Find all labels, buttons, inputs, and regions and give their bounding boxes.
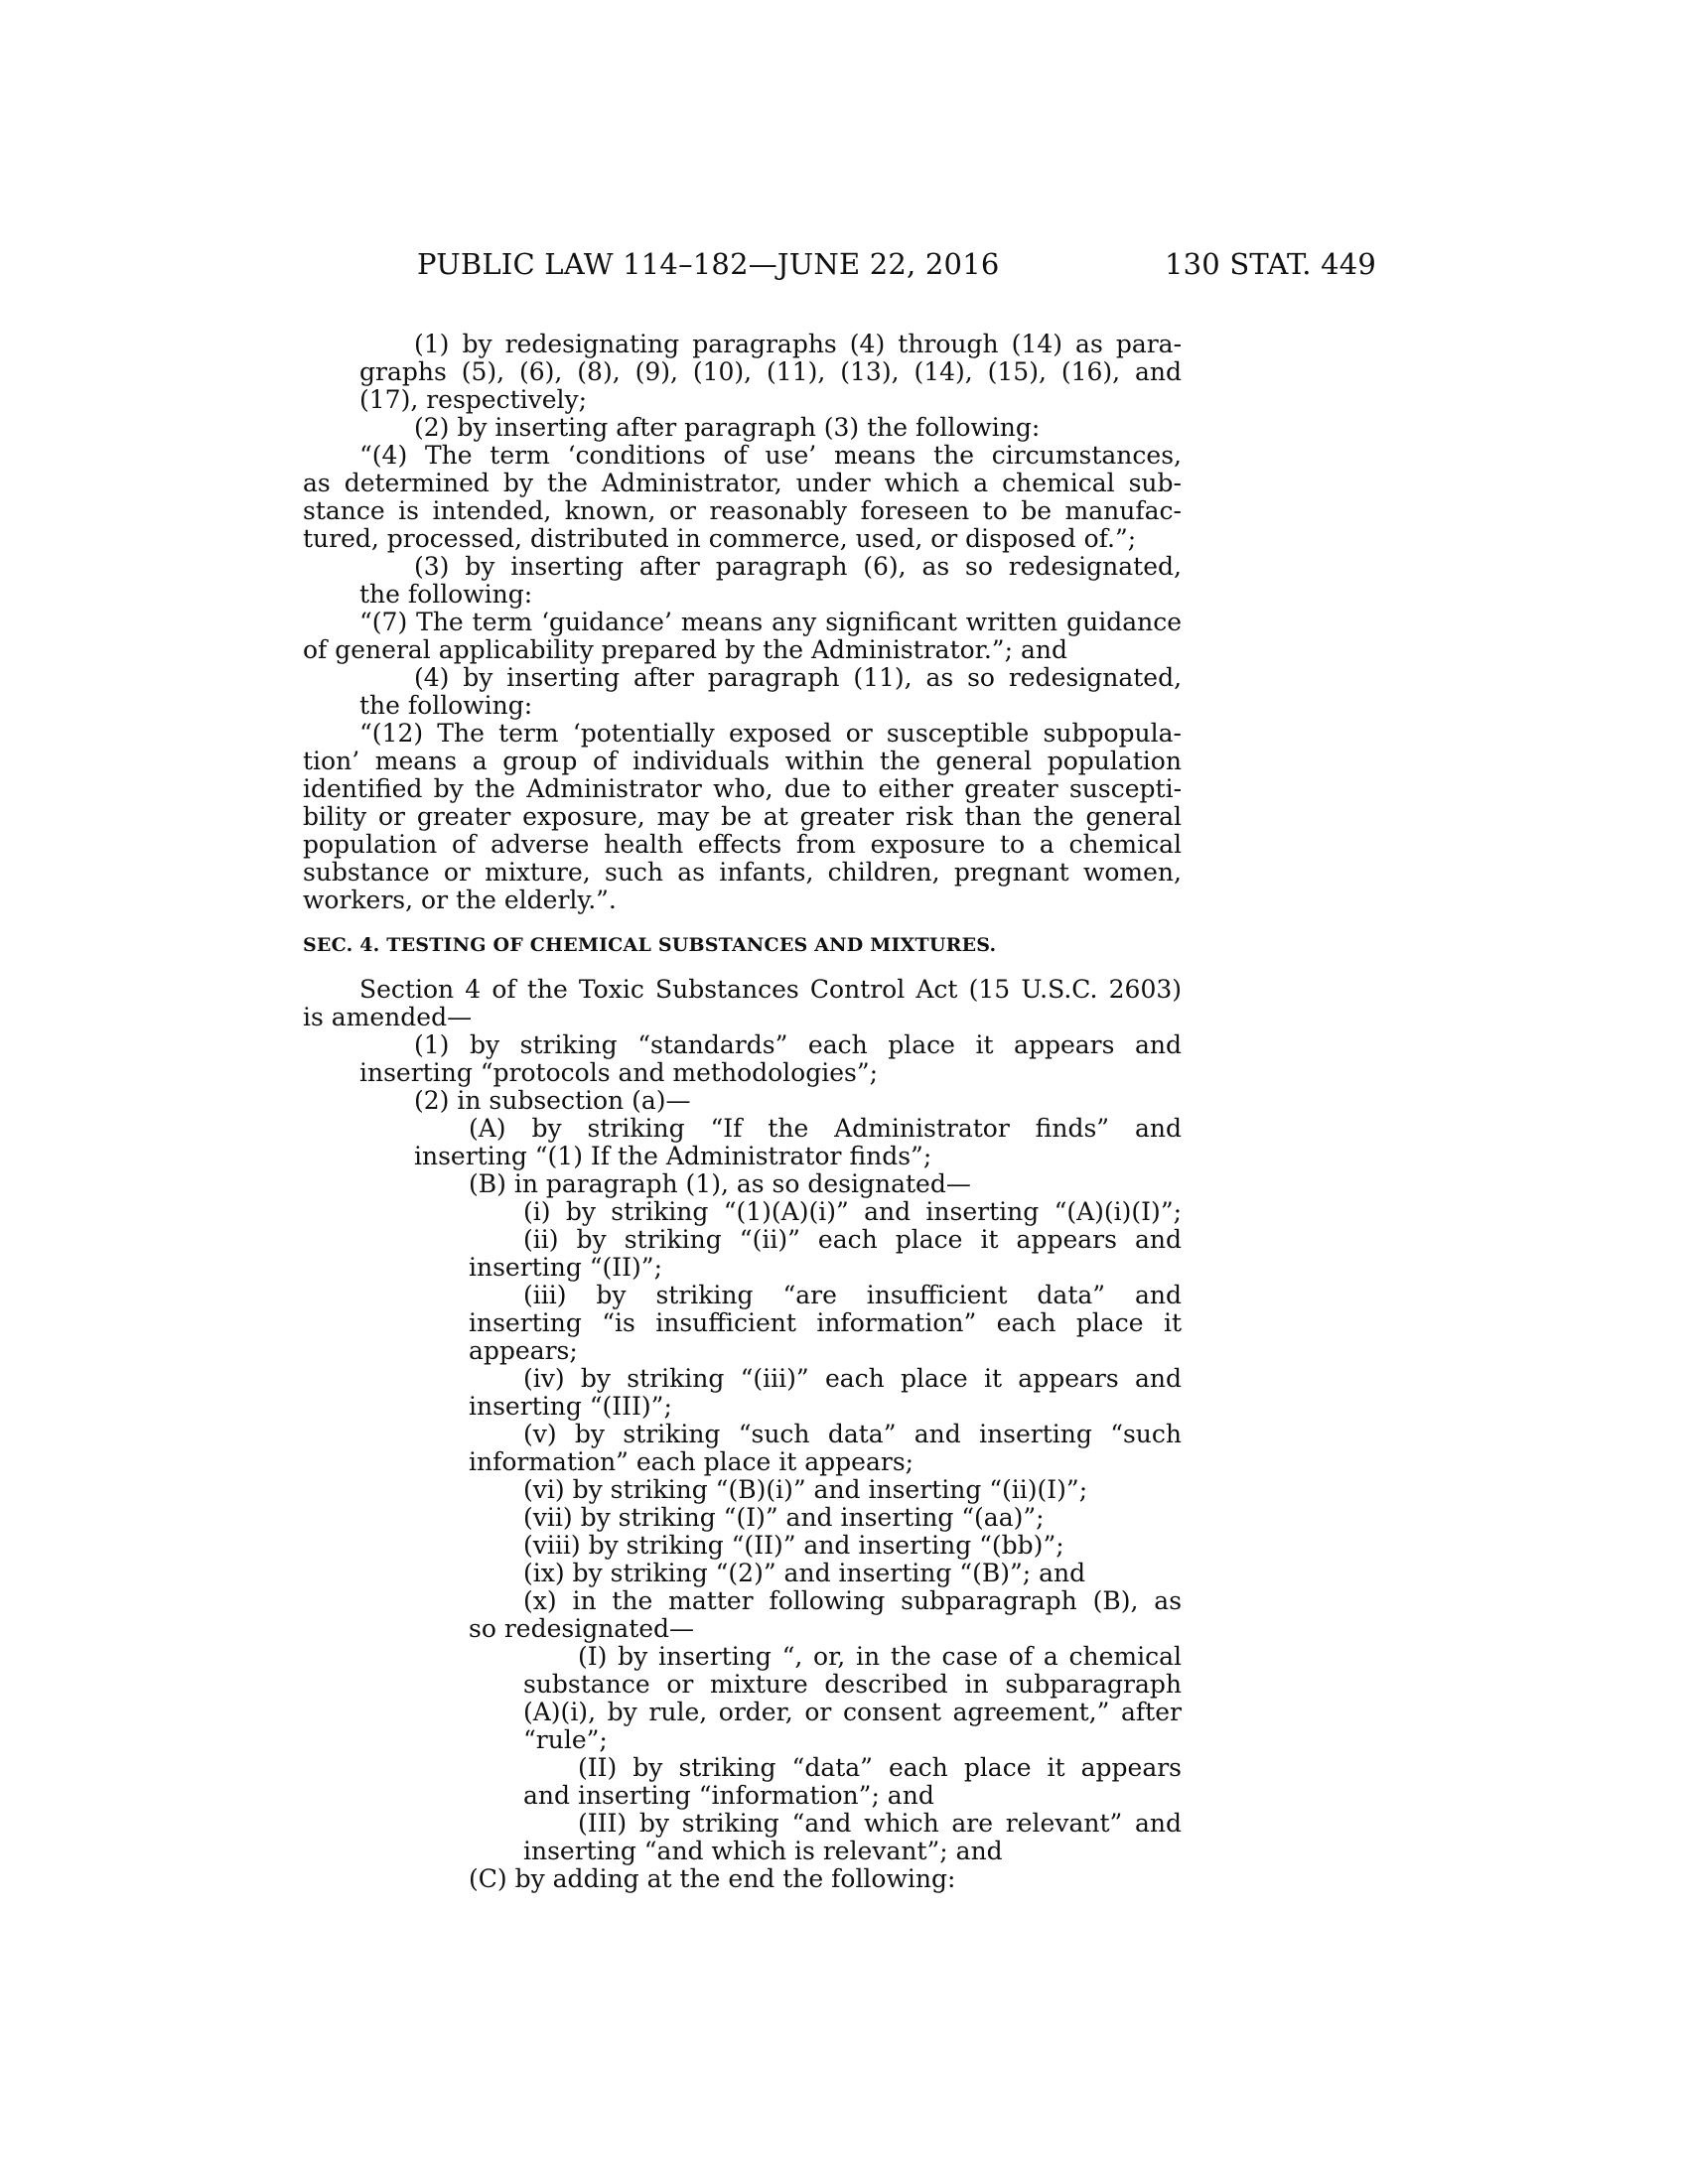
text-line: (3) by inserting after paragraph (6), as so redesignated, bbox=[414, 552, 1182, 581]
text-line: identified by the Administrator who, due to either greater suscepti- bbox=[303, 774, 1183, 803]
text-line: (1) by striking “standards” each place it appears and bbox=[414, 1030, 1182, 1059]
text-line: “rule”; bbox=[523, 1725, 608, 1754]
text-line: (I) by inserting “, or, in the case of a chemical bbox=[578, 1642, 1183, 1671]
text-line: stance is intended, known, or reasonably foreseen to be manufac- bbox=[303, 496, 1182, 525]
text-line: (II) by striking “data” each place it appears bbox=[578, 1753, 1183, 1782]
text-line: inserting “(III)”; bbox=[469, 1392, 672, 1421]
text-line: tion’ means a group of individuals within the general population bbox=[303, 747, 1182, 775]
text-line: Section 4 of the Toxic Substances Control Act (15 U.S.C. 2603) bbox=[359, 975, 1183, 1004]
text-line: inserting “(1) If the Administrator finds”; bbox=[414, 1142, 932, 1170]
text-line: (ii) by striking “(ii)” each place it appears and bbox=[523, 1225, 1182, 1254]
text-line: (17), respectively; bbox=[359, 385, 588, 414]
text-line: workers, or the elderly.”. bbox=[303, 886, 617, 914]
text-line: inserting “protocols and methodologies”; bbox=[359, 1058, 879, 1087]
text-line: (i) by striking “(1)(A)(i)” and inserting “(A)(i)(I)”; bbox=[523, 1197, 1183, 1226]
text-line: (A) by striking “If the Administrator finds” and bbox=[469, 1114, 1182, 1143]
text-line: substance or mixture, such as infants, children, pregnant women, bbox=[303, 858, 1182, 887]
text-line: (2) in subsection (a)— bbox=[414, 1086, 691, 1115]
text-line: as determined by the Administrator, under which a chemical sub- bbox=[303, 469, 1182, 497]
text-line: (2) by inserting after paragraph (3) the following: bbox=[414, 413, 1041, 442]
text-line: (ix) by striking “(2)” and inserting “(B)”; and bbox=[523, 1559, 1086, 1587]
text-line: (x) in the matter following subparagraph (B), as bbox=[523, 1586, 1183, 1615]
text-line: (iv) by striking “(iii)” each place it appears and bbox=[523, 1364, 1182, 1393]
running-header-left: PUBLIC LAW 114–182—JUNE 22, 2016 bbox=[417, 247, 1000, 281]
text-line: (4) by inserting after paragraph (11), as so redesignated, bbox=[414, 663, 1183, 692]
text-line: bility or greater exposure, may be at greater risk than the general bbox=[303, 802, 1182, 831]
text-line: inserting “is insufficient information” each place it bbox=[469, 1308, 1183, 1337]
text-line: (C) by adding at the end the following: bbox=[469, 1864, 956, 1893]
text-line: of general applicability prepared by the Administrator.”; and bbox=[303, 635, 1067, 664]
text-line: (vii) by striking “(I)” and inserting “(aa)”; bbox=[523, 1503, 1045, 1532]
text-line: “(7) The term ‘guidance’ means any significant written guidance bbox=[359, 608, 1182, 636]
text-line: graphs (5), (6), (8), (9), (10), (11), (13), (14), (15), (16), and bbox=[359, 357, 1183, 386]
text-line: and inserting “information”; and bbox=[523, 1781, 934, 1810]
text-line: the following: bbox=[359, 580, 533, 609]
text-line: (viii) by striking “(II)” and inserting “(bb)”; bbox=[523, 1531, 1064, 1560]
text-line: (III) by striking “and which are relevant” and bbox=[578, 1809, 1183, 1838]
text-line: “(4) The term ‘conditions of use’ means the circumstances, bbox=[359, 441, 1182, 470]
text-line: appears; bbox=[469, 1336, 578, 1365]
text-line: (iii) by striking “are insufficient data” and bbox=[523, 1281, 1182, 1309]
text-line: the following: bbox=[359, 691, 533, 720]
text-line: (B) in paragraph (1), as so designated— bbox=[469, 1169, 971, 1198]
text-line: so redesignated— bbox=[469, 1614, 695, 1643]
text-line: (v) by striking “such data” and inserting “such bbox=[523, 1420, 1183, 1448]
text-line: tured, processed, distributed in commerce, used, or disposed of.”; bbox=[303, 524, 1137, 553]
page-number: 130 STAT. 449 bbox=[1165, 247, 1377, 281]
text-line: (1) by redesignating paragraphs (4) through (14) as para- bbox=[414, 330, 1183, 358]
text-line: population of adverse health effects from exposure to a chemical bbox=[303, 830, 1183, 859]
text-line: inserting “and which is relevant”; and bbox=[523, 1837, 1003, 1865]
text-line: substance or mixture described in subparagraph bbox=[523, 1670, 1182, 1699]
section-heading: SEC. 4. TESTING OF CHEMICAL SUBSTANCES AND MIXTURES. bbox=[303, 934, 997, 956]
text-line: (vi) by striking “(B)(i)” and inserting “(ii)(I)”; bbox=[523, 1475, 1088, 1504]
text-line: (A)(i), by rule, order, or consent agreement,” after bbox=[523, 1698, 1182, 1726]
text-line: is amended— bbox=[303, 1003, 473, 1031]
text-line: inserting “(II)”; bbox=[469, 1253, 663, 1282]
text-line: information” each place it appears; bbox=[469, 1447, 914, 1476]
text-line: “(12) The term ‘potentially exposed or susceptible subpopula- bbox=[359, 719, 1182, 748]
